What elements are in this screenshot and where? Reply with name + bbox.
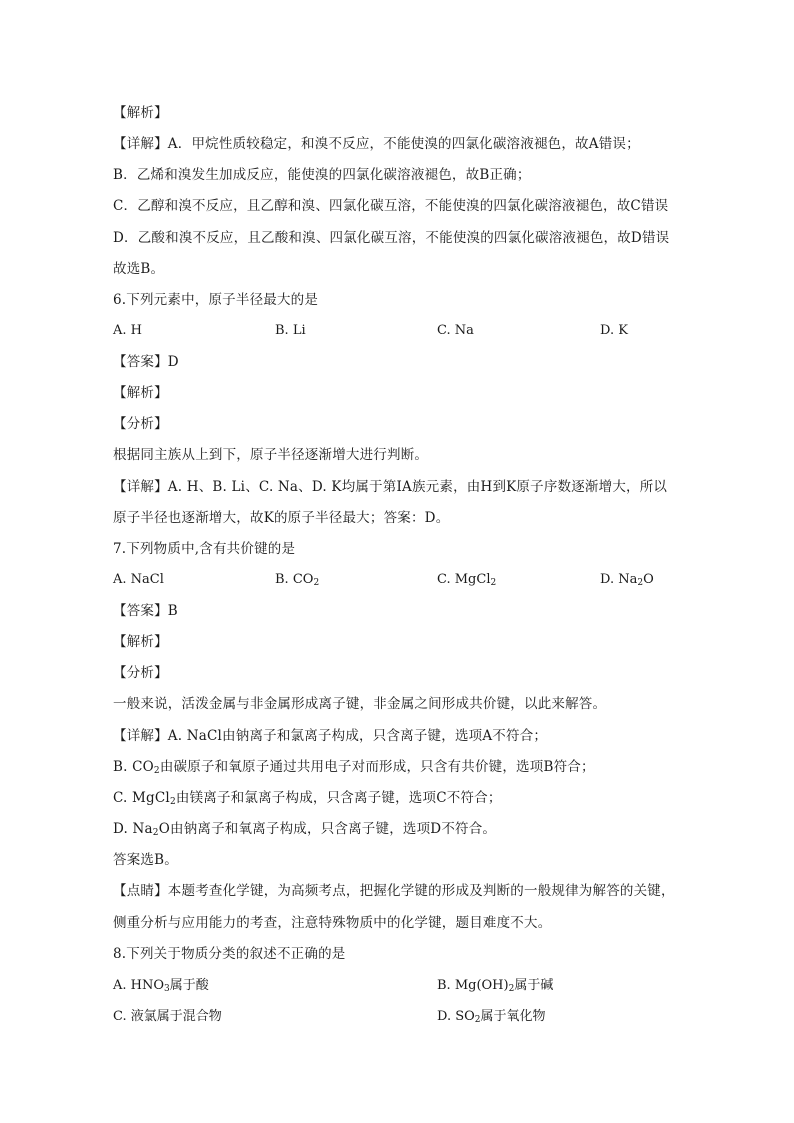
detail-line-a: 【详解】A．甲烷性质较稳定，和溴不反应，不能使溴的四氯化碳溶液褪色，故A错误； [113, 136, 640, 152]
q7-option-d: D. $Na_2O$ [600, 572, 654, 588]
question-6: 6.下列元素中，原子半径最大的是 [113, 292, 319, 308]
q7-analysis: 一般来说，活泼金属与非金属形成离子键，非金属之间形成共价键，以此来解答。 [113, 696, 607, 712]
q7-conclusion: 答案选B。 [113, 852, 178, 868]
q6-jiexi: 【解析】 [113, 385, 168, 401]
q6-fenxi: 【分析】 [113, 416, 168, 432]
q7-option-c: C. MgCl$_2$ [437, 572, 497, 588]
detail-line-b: B．乙烯和溴发生加成反应，能使溴的四氯化碳溶液褪色，故B正确； [113, 167, 531, 183]
q7-detail-d: D. $Na_2O$由钠离子和氧离子构成，只含离子键，选项D不符合。 [113, 821, 497, 838]
q6-option-a: A. H [113, 323, 142, 338]
question-8: 8.下列关于物质分类的叙述不正确的是 [113, 946, 346, 962]
conclusion-1: 故选B。 [113, 261, 165, 277]
q8-option-d: D. $SO_2$属于氧化物 [437, 1009, 546, 1025]
q6-option-d: D. K [600, 323, 628, 338]
q7-fenxi: 【分析】 [113, 665, 168, 681]
question-7: 7.下列物质中,含有共价键的是 [113, 541, 296, 557]
q7-jiexi: 【解析】 [113, 634, 168, 650]
q8-option-b: B. $Mg(OH)_2$属于碱 [437, 978, 554, 994]
q8-option-a: A. $HNO_3$属于酸 [113, 978, 209, 994]
q6-option-c: C. Na [437, 323, 474, 338]
q6-option-b: B. Li [275, 323, 306, 338]
q7-detail-a: 【详解】A. NaCl由钠离子和氯离子构成，只含离子键，选项A不符合； [113, 728, 548, 744]
q7-dianjing-1: 【点睛】本题考查化学键，为高频考点，把握化学键的形成及判断的一般规律为解答的关键， [113, 883, 675, 899]
q6-detail-1: 【详解】A. H、B. Li、C. Na、D. K均属于第IA族元素，由H到K原子序数逐渐增大，所以 [113, 479, 668, 495]
q7-answer: 【答案】B [113, 603, 178, 619]
q8-option-c: C. 液氯属于混合物 [113, 1009, 222, 1024]
jiexi-heading-1: 【解析】 [113, 105, 168, 121]
q7-option-a: A. NaCl [113, 572, 164, 587]
q7-detail-c: C. MgCl$_2$由镁离子和氯离子构成，只含离子键，选项C不符合； [113, 790, 502, 807]
detail-line-c: C．乙醇和溴不反应，且乙醇和溴、四氯化碳互溶，不能使溴的四氯化碳溶液褪色，故C错误 [113, 198, 669, 214]
q6-detail-2: 原子半径也逐渐增大，故K的原子半径最大；答案：D。 [113, 510, 450, 526]
q7-option-b: B. $CO_2$ [275, 572, 320, 588]
q6-analysis: 根据同主族从上到下，原子半径逐渐增大进行判断。 [113, 447, 429, 463]
q7-dianjing-2: 侧重分析与应用能力的考查，注意特殊物质中的化学键，题目难度不大。 [113, 915, 552, 931]
q7-detail-b: B. $CO_2$由碳原子和氧原子通过共用电子对而形成，只含有共价键，选项B符合； [113, 759, 595, 776]
detail-line-d: D．乙酸和溴不反应，且乙酸和溴、四氯化碳互溶，不能使溴的四氯化碳溶液褪色，故D错误 [113, 230, 670, 246]
q6-answer: 【答案】D [113, 354, 179, 370]
